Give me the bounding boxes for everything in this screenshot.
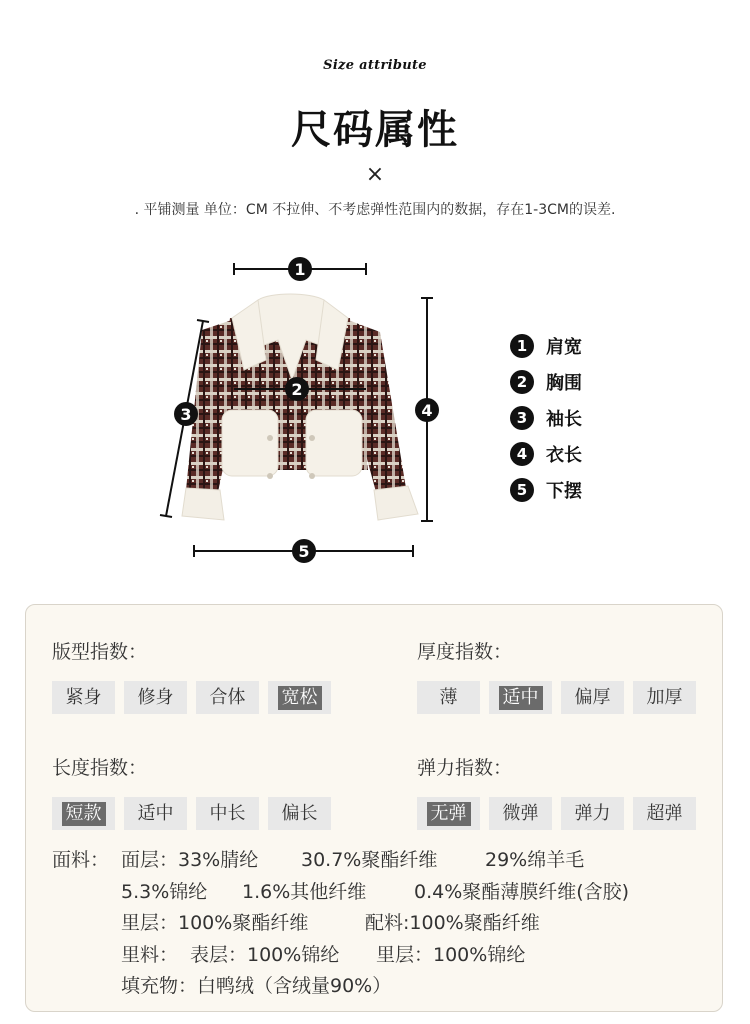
fabric-text: 29%绵羊毛 — [485, 849, 585, 871]
legend-number: 2 — [510, 370, 534, 394]
thickness-option: 薄 — [417, 681, 480, 714]
legend-label: 下摆 — [546, 481, 582, 502]
length-index-label: 长度指数： — [52, 757, 148, 779]
legend-number: 1 — [510, 334, 534, 358]
thickness-option-selected: 适中 — [489, 681, 552, 714]
length-option: 适中 — [124, 797, 187, 830]
elasticity-index-group — [417, 755, 696, 830]
jacket-size-diagram — [150, 250, 440, 570]
marker-3: 3 — [180, 405, 192, 424]
legend-number: 3 — [510, 406, 534, 430]
elasticity-option: 超弹 — [633, 797, 696, 830]
page-title: 尺码属性 — [291, 107, 459, 153]
legend-number: 4 — [510, 442, 534, 466]
left-pocket — [222, 410, 278, 476]
length-option-selected: 短款 — [52, 797, 115, 830]
elasticity-option: 弹力 — [561, 797, 624, 830]
measurement-legend — [510, 328, 582, 508]
fit-option: 紧身 — [52, 681, 115, 714]
legend-label: 袖长 — [546, 409, 582, 430]
legend-label: 肩宽 — [546, 337, 582, 358]
fabric-text: 30.7%聚酯纤维 — [301, 849, 438, 871]
legend-label: 胸围 — [546, 373, 582, 394]
legend-number: 5 — [510, 478, 534, 502]
fit-option: 合体 — [196, 681, 259, 714]
marker-2: 2 — [291, 380, 303, 399]
fabric-text: 0.4%聚酯薄膜纤维(含胶) — [414, 880, 630, 903]
fabric-text: 面层：33%腈纶 — [121, 849, 259, 871]
right-cuff — [374, 486, 418, 520]
marker-5: 5 — [298, 542, 310, 561]
length-option: 偏长 — [268, 797, 331, 830]
legend-item — [510, 472, 582, 508]
fit-option: 修身 — [124, 681, 187, 714]
left-cuff — [182, 488, 224, 520]
thickness-index-group — [417, 639, 696, 714]
fabric-text: 里料： — [121, 943, 179, 966]
attribute-panel — [25, 604, 723, 1012]
legend-item — [510, 364, 582, 400]
length-option: 中长 — [196, 797, 259, 830]
fabric-text: 里层：100%聚酯纤维 — [121, 912, 309, 934]
fabric-text: 配料:100%聚酯纤维 — [365, 912, 540, 934]
thickness-option: 偏厚 — [561, 681, 624, 714]
fabric-text: 里层：100%锦纶 — [376, 943, 526, 966]
legend-item — [510, 328, 582, 364]
thickness-option: 加厚 — [633, 681, 696, 714]
fabric-text: 1.6%其他纤维 — [242, 880, 367, 903]
fabric-text: 填充物：白鸭绒（含绒量90%） — [121, 975, 392, 997]
right-pocket — [306, 410, 362, 476]
fit-index-label: 版型指数： — [52, 641, 148, 663]
fabric-text: 表层：100%锦纶 — [190, 943, 340, 966]
thickness-index-label: 厚度指数： — [417, 641, 513, 663]
length-index-group — [52, 755, 331, 830]
section-subtitle: Size attribute — [323, 58, 427, 73]
legend-item — [510, 436, 582, 472]
fit-option-selected: 宽松 — [268, 681, 331, 714]
marker-1: 1 — [294, 260, 306, 279]
elasticity-index-label: 弹力指数： — [417, 757, 513, 779]
fabric-text: 5.3%锦纶 — [121, 880, 208, 903]
elasticity-option: 微弹 — [489, 797, 552, 830]
times-icon: × — [365, 162, 385, 187]
legend-label: 衣长 — [546, 445, 582, 466]
fit-index-group — [52, 639, 331, 714]
fabric-label: 面料： — [52, 849, 110, 871]
measurement-note: . 平铺测量 单位：CM 不拉伸、不考虑弹性范围内的数据，存在1-3CM的误差. — [134, 202, 616, 218]
legend-item — [510, 400, 582, 436]
marker-4: 4 — [421, 401, 433, 420]
elasticity-option-selected: 无弹 — [417, 797, 480, 830]
